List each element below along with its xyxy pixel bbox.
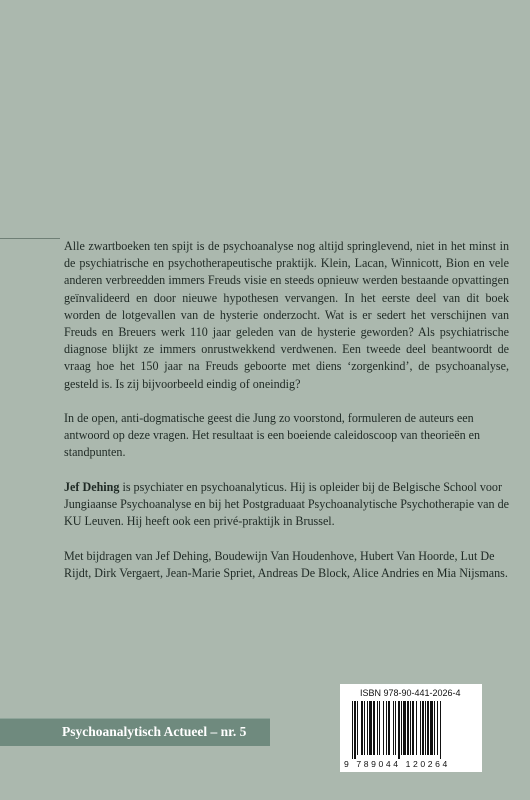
barcode-bar [383, 701, 384, 755]
barcode-bar [373, 701, 375, 755]
barcode-bar [388, 701, 390, 755]
barcode-bar [352, 701, 353, 759]
barcode-bar [379, 701, 380, 755]
barcode-bar [377, 701, 378, 755]
barcode-bar [416, 701, 417, 755]
barcode-bar [434, 701, 435, 755]
blurb-text [64, 238, 509, 599]
barcode-bar [354, 701, 356, 759]
barcode-bar [425, 701, 426, 755]
barcode-bar [393, 701, 394, 755]
author-name: Jef Dehing [64, 479, 120, 494]
barcode-bar [361, 701, 363, 755]
barcode-bar [364, 701, 365, 755]
barcode-bar [427, 701, 429, 755]
barcode-bar [398, 701, 400, 759]
barcode-bar [369, 701, 372, 755]
barcode-box [340, 684, 482, 772]
author-bio: is psychiater en psychoanalyticus. Hij is opleider bij de Belgische School voor Jungiaanse Psychoanalyse en bij het Postgraduaat Psychoanalytische Psychotherapie van de KU Leuven. Hij heeft ook een privé-praktijk in Brussel. [64, 479, 510, 529]
barcode-bar [410, 701, 411, 755]
barcode-bar [401, 701, 402, 755]
barcode-bar [367, 701, 368, 755]
decorative-rule [0, 238, 60, 239]
barcode-bar [420, 701, 421, 755]
series-band [0, 718, 270, 746]
contributors-paragraph: Met bijdragen van Jef Dehing, Boudewijn Van Houdenhove, Hubert Van Hoorde, Lut De Rijdt, Dirk Vergaert, Jean-Marie Spriet, Andreas De Block, Alice Andries en Mia Nijsmans. [64, 548, 508, 580]
barcode-bar [412, 701, 414, 755]
jung-paragraph: In de open, anti-dogmatische geest die Jung zo voorstond, formuleren de auteurs een antwoord op deze vragen. Het resultaat is een boeiende caleidoscoop van theorieën en standpunten. [64, 411, 481, 460]
series-label: Psychoanalytisch Actueel – nr. 5 [62, 724, 247, 739]
barcode-bar [403, 701, 406, 755]
barcode-bar [407, 701, 409, 755]
intro-paragraph: Alle zwartboeken ten spijt is de psychoanalyse nog altijd springlevend, niet in het minst in de psychiatrische en psychotherapeutische praktijk. Klein, Lacan, Winnicott, Bion en vele anderen verbreedden immers Freuds visie en steeds opnieuw werden bestaande opvattingen geïnvalideerd en door nieuwe hypothesen vervangen. In het eerste deel van dit boek worden de lotgevallen van de hysterie onderzocht. Wat is er sedert het verschijnen van Freuds en Breuers werk 110 jaar geleden van de hysterie geworden? Als psychiatrische diagnose blijkt ze immers onrustwekkend verdwenen. Een tweede deel beantwoordt de vraag hoe het 150 jaar na Freuds geboorte met diens ‘zorgenkind’, de psychoanalyse, gesteld is. Is zij bijvoorbeeld eindig of oneindig? [64, 239, 509, 391]
barcode-bar [430, 701, 433, 755]
barcode-bar [437, 701, 438, 755]
barcode-bar [395, 701, 396, 755]
barcode-bar [440, 701, 441, 759]
barcode-bar [386, 701, 387, 755]
barcode-bar [422, 701, 424, 755]
ean-digits: 9 789044 120264 [344, 759, 450, 769]
isbn-text: ISBN 978-90-441-2026-4 [360, 688, 461, 698]
author-paragraph [64, 479, 509, 531]
barcode-bar [357, 701, 358, 755]
barcode-bars [350, 701, 472, 759]
